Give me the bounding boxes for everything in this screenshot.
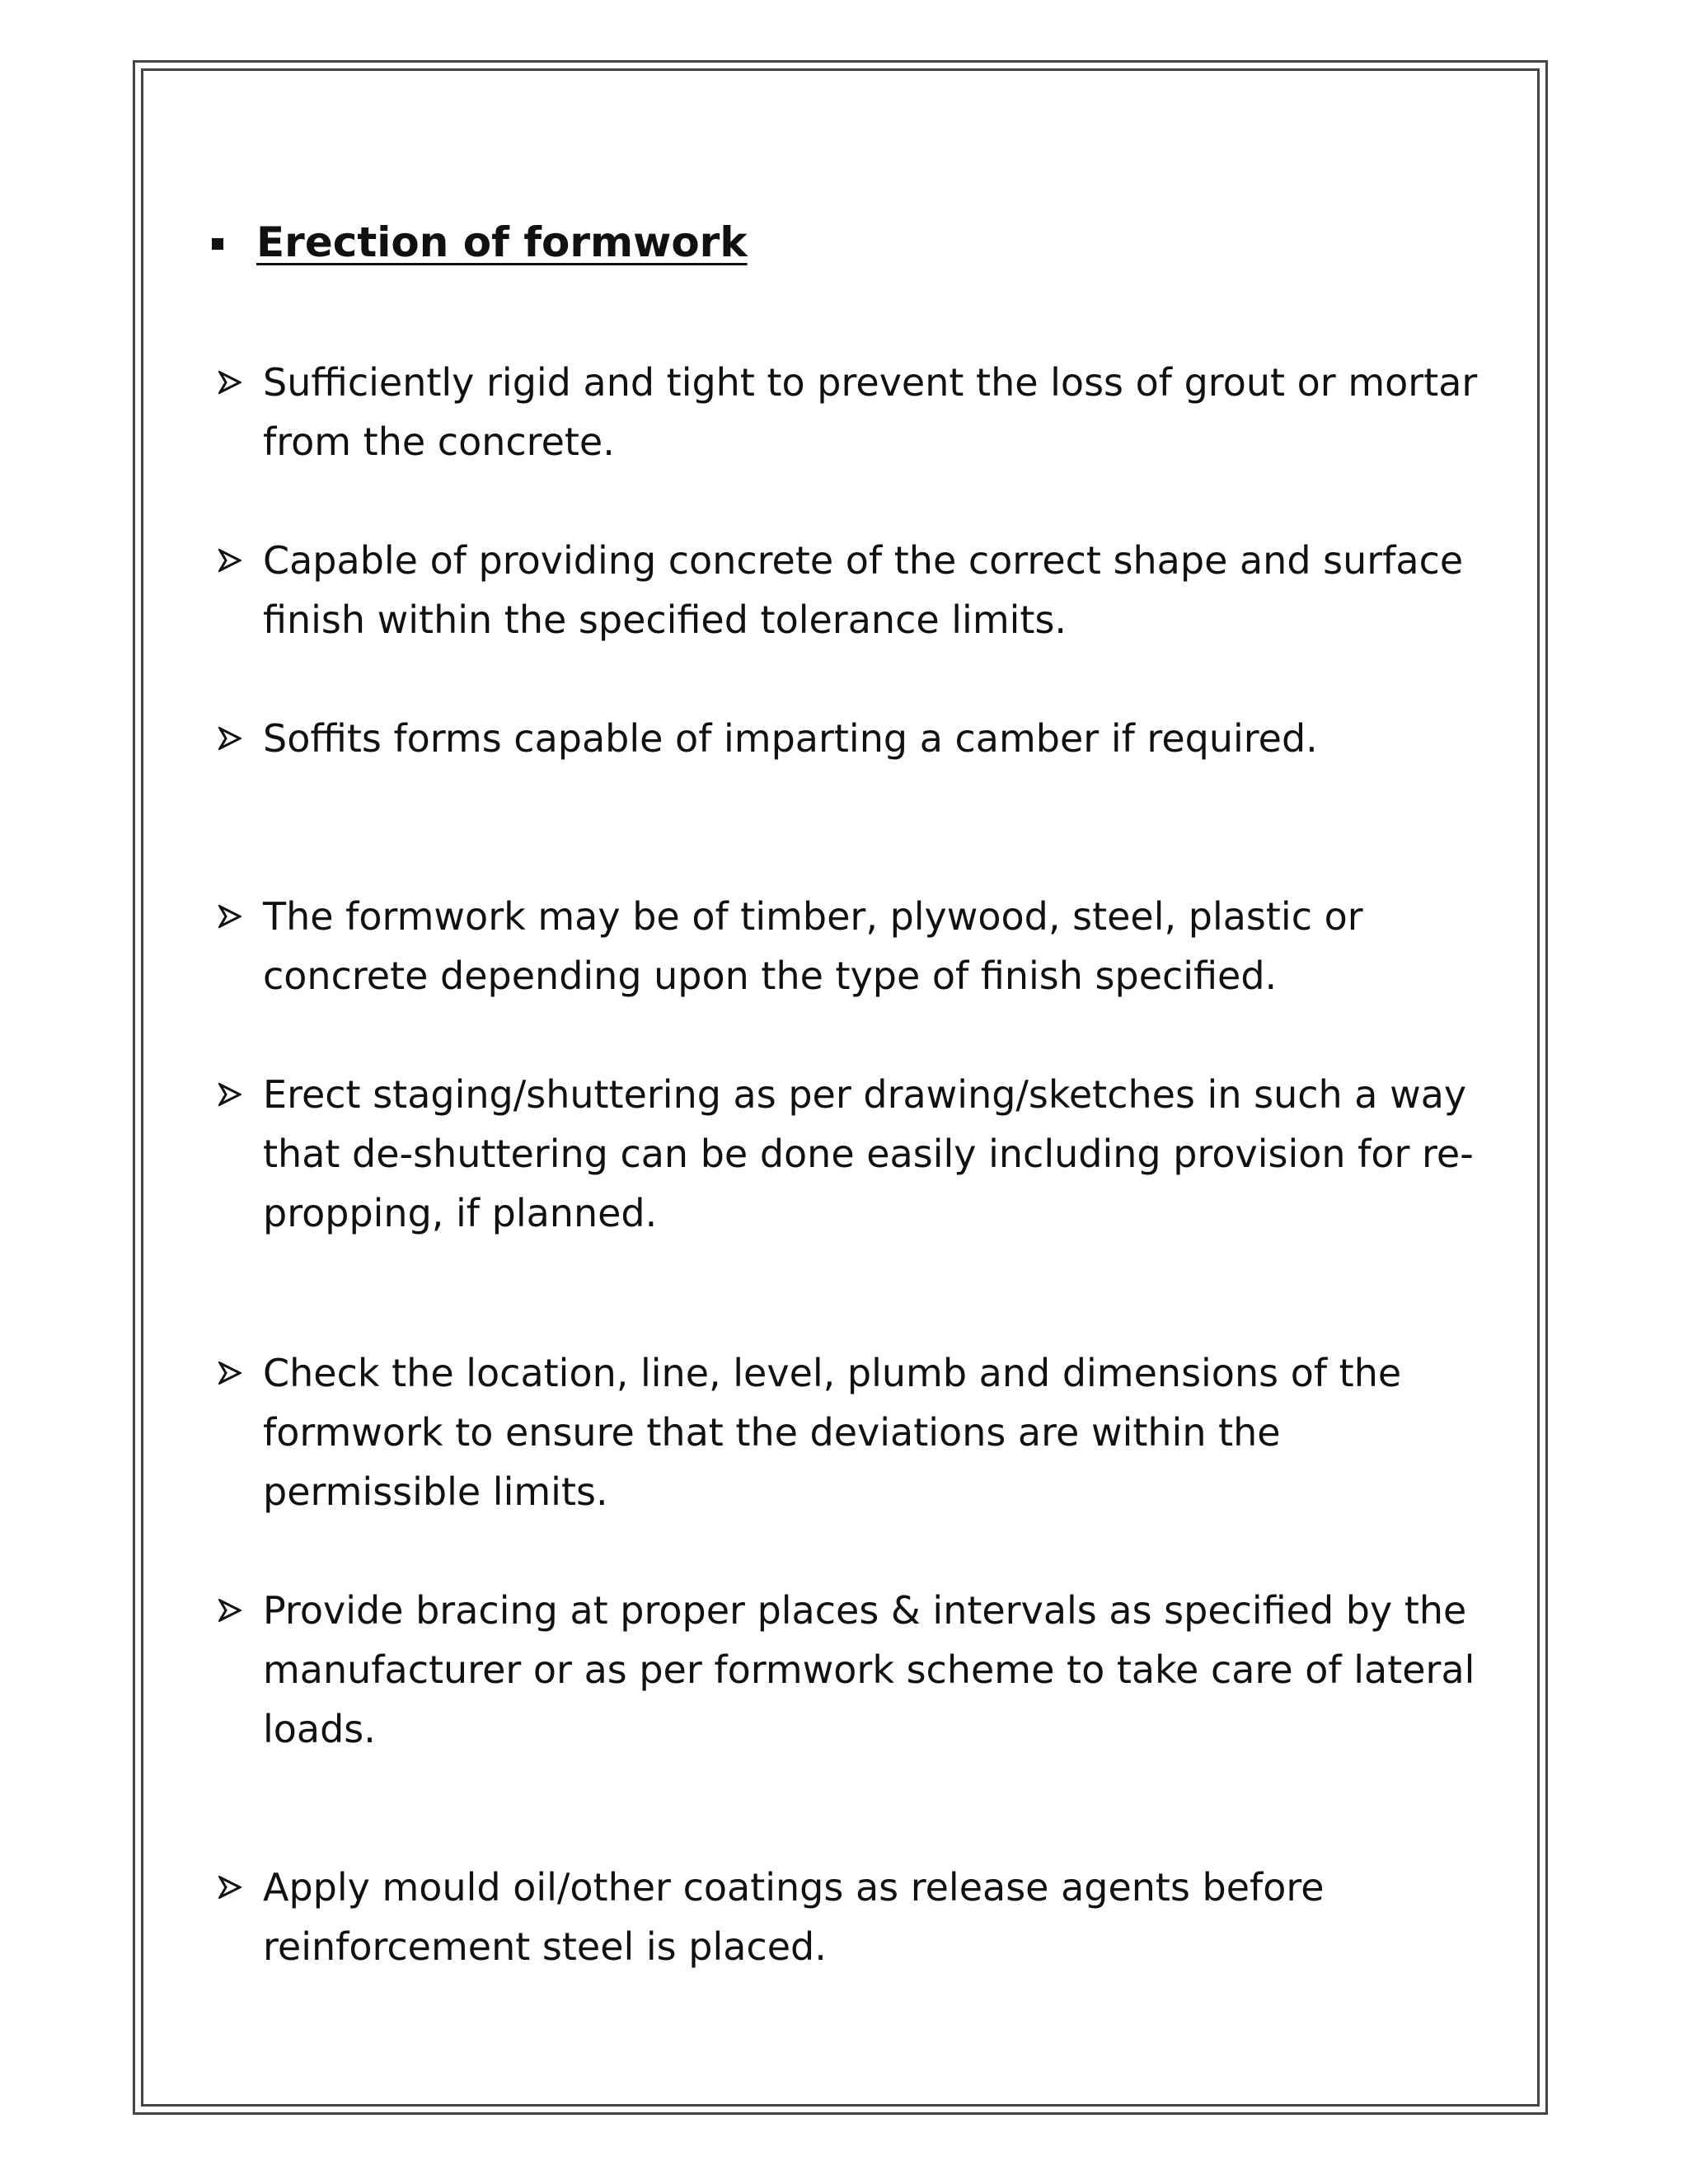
list-item-text: Erect staging/shuttering as per drawing/sketches in such a way that de-shuttering can be done easily including provision for re-propping, if planned. xyxy=(263,1072,1474,1235)
arrow-bullet-icon xyxy=(218,531,245,590)
heading-text: Erection of formwork xyxy=(256,218,748,266)
arrow-bullet-icon xyxy=(218,709,245,768)
square-bullet-icon xyxy=(212,238,223,250)
arrow-bullet-icon xyxy=(218,353,245,412)
list-item xyxy=(218,709,1504,768)
list-item xyxy=(218,1065,1504,1243)
arrow-bullet-icon xyxy=(218,887,245,946)
list-item xyxy=(218,1343,1504,1521)
list-item-text: Provide bracing at proper places & intervals as specified by the manufacturer or as per formwork scheme to take care of lateral loads. xyxy=(263,1588,1475,1751)
list-item-text: The formwork may be of timber, plywood, steel, plastic or concrete depending upon the type of finish specified. xyxy=(263,894,1363,998)
list-item-text: Apply mould oil/other coatings as release agents before reinforcement steel is placed. xyxy=(263,1865,1325,1969)
section-heading xyxy=(212,216,748,269)
arrow-bullet-icon xyxy=(218,1581,245,1640)
arrow-bullet-icon xyxy=(218,1343,245,1403)
arrow-bullet-icon xyxy=(218,1858,245,1917)
list-item xyxy=(218,1858,1504,1976)
list-item xyxy=(218,353,1504,471)
list-item xyxy=(218,887,1504,1005)
list-item-text: Capable of providing concrete of the correct shape and surface finish within the specified tolerance limits. xyxy=(263,538,1464,642)
list-item-text: Soffits forms capable of imparting a camber if required. xyxy=(263,716,1318,761)
list-item-text: Check the location, line, level, plumb and dimensions of the formwork to ensure that the deviations are within the permissible limits. xyxy=(263,1351,1402,1514)
list-item xyxy=(218,1581,1504,1759)
list-item-text: Sufficiently rigid and tight to prevent the loss of grout or mortar from the concrete. xyxy=(263,360,1478,464)
arrow-bullet-icon xyxy=(218,1065,245,1124)
list-item xyxy=(218,531,1504,649)
